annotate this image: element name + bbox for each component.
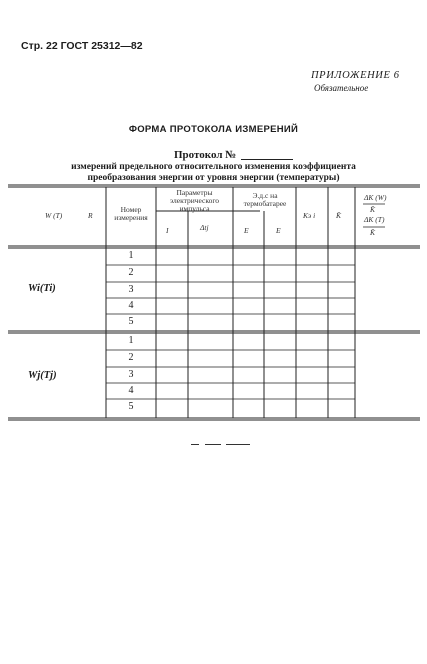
column-header-ratio-t-denominator: K̄ xyxy=(370,228,376,237)
end-rule xyxy=(226,444,250,445)
column-header-ratio-w: ΔK (W) xyxy=(364,193,387,202)
column-header-emf: Э.д.с на термобатарее xyxy=(243,191,287,208)
measurement-number: 5 xyxy=(128,401,134,412)
column-header-pulse-parameters: Параметры электрического импульса xyxy=(169,188,220,213)
group-label-wi: Wi(Ti) xyxy=(28,283,56,294)
appendix-label: ПРИЛОЖЕНИЕ 6 xyxy=(311,70,400,81)
form-title: ФОРМА ПРОТОКОЛА ИЗМЕРЕНИЙ xyxy=(128,124,299,135)
measurement-number: 5 xyxy=(128,316,134,327)
column-header-pulse-current: I xyxy=(166,226,169,235)
column-header-ratio-w-denominator: K̄ xyxy=(370,205,376,214)
measurement-number: 3 xyxy=(128,369,134,380)
page-reference: Стр. 22 ГОСТ 25312—82 xyxy=(21,40,143,52)
protocol-subtitle-line2: преобразования энергии от уровня энергии (температуры) xyxy=(87,173,340,183)
end-rule xyxy=(205,444,221,445)
measurement-number: 4 xyxy=(128,385,134,396)
measurement-number: 1 xyxy=(128,250,134,261)
column-header-emf-e1: E xyxy=(244,226,249,235)
measurement-number: 4 xyxy=(128,300,134,311)
measurement-number: 1 xyxy=(128,335,134,346)
column-header-measurement-number: Номер измерения xyxy=(114,205,148,222)
mandatory-label: Обязательное xyxy=(314,83,369,93)
protocol-subtitle-line1: измерений предельного относительного изменения коэффициента xyxy=(71,162,356,172)
column-header-k-mean: K̄ xyxy=(336,211,342,220)
column-header-k: Kэ i xyxy=(303,211,316,220)
measurement-number: 2 xyxy=(128,267,134,278)
column-header-r: R xyxy=(88,211,93,220)
measurement-number: 3 xyxy=(128,284,134,295)
group-label-wj: Wj(Tj) xyxy=(28,370,57,381)
column-header-emf-e2: E xyxy=(276,226,281,235)
column-header-ratio-t: ΔK (T) xyxy=(364,215,385,224)
end-rule xyxy=(191,444,199,445)
protocol-label: Протокол № xyxy=(174,149,237,161)
column-header-pulse-duration: Δtj xyxy=(200,223,209,232)
column-header-w: W (T) xyxy=(45,211,63,220)
measurement-number: 2 xyxy=(128,352,134,363)
